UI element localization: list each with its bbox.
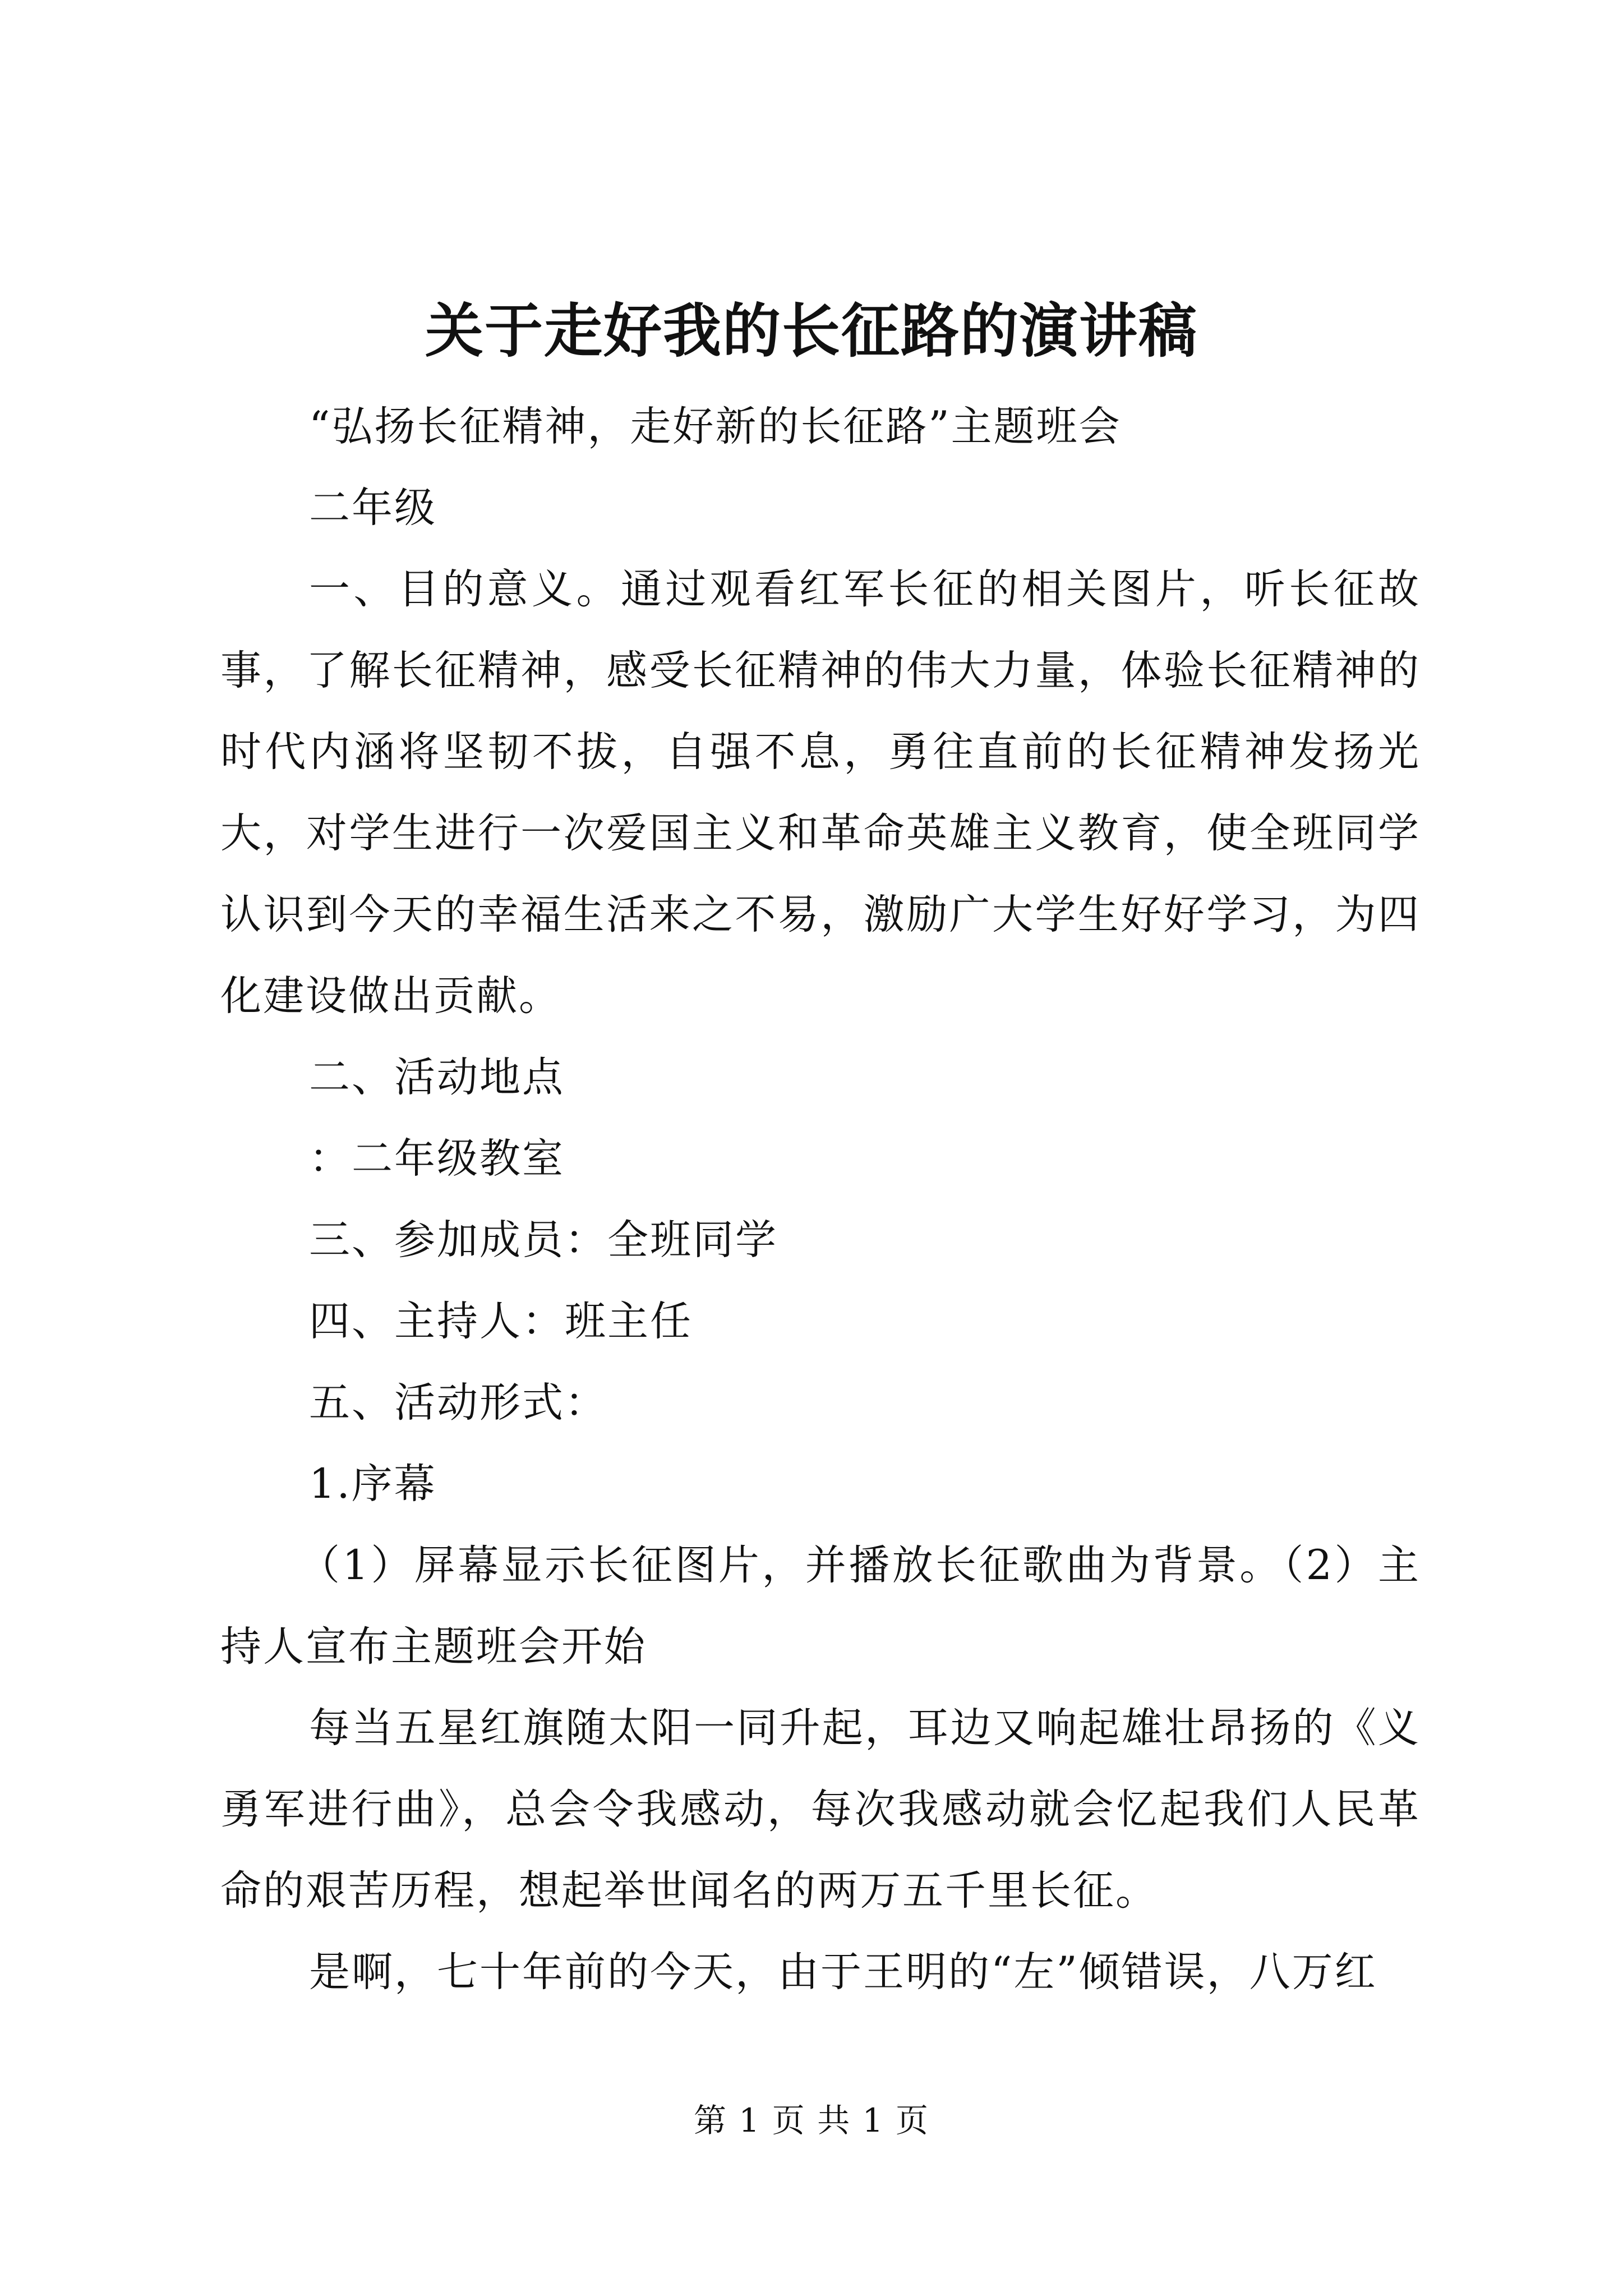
paragraph-members: 三、参加成员：全班同学 (309, 1216, 778, 1264)
document-body (220, 386, 1421, 2013)
paragraph-seventy-years: 是啊，七十年前的今天，由于王明的“左”倾错误，八万红 (309, 1948, 1377, 1996)
paragraph-prelude-steps: （1）屏幕显示长征图片，并播放长征歌曲为背景。（2）主持人宣布主题班会开始 (220, 1542, 1421, 1671)
paragraph-host: 四、主持人：班主任 (309, 1297, 693, 1345)
paragraph-format: 五、活动形式： (309, 1379, 607, 1427)
paragraph-subtitle: “弘扬长征精神，走好新的长征路”主题班会 (309, 403, 1122, 450)
paragraph-location-heading: 二、活动地点 (309, 1053, 565, 1101)
paragraph-anthem: 每当五星红旗随太阳一同升起，耳边又响起雄壮昂扬的《义勇军进行曲》，总会令我感动，每次我感动就会忆起我们人民革命的艰苦历程，想起举世闻名的两万五千里长征。 (220, 1704, 1421, 1915)
paragraph-grade: 二年级 (309, 484, 437, 532)
paragraph-prelude: 1.序幕 (309, 1460, 437, 1508)
paragraph-location: ：二年级教室 (309, 1135, 565, 1182)
paragraph-purpose: 一、目的意义。通过观看红军长征的相关图片，听长征故事，了解长征精神，感受长征精神的伟大力量，体验长征精神的时代内涵将坚韧不拔，自强不息，勇往直前的长征精神发扬光大，对学生进行一次爱国主义和革命英雄主义教育，使全班同学认识到今天的幸福生活来之不易，激励广大学生好好学习，为四化建设做出贡献。 (220, 565, 1421, 1020)
page-footer: 第 1 页 共 1 页 (694, 2101, 929, 2139)
document-title: 关于走好我的长征路的演讲稿 (425, 296, 1198, 365)
